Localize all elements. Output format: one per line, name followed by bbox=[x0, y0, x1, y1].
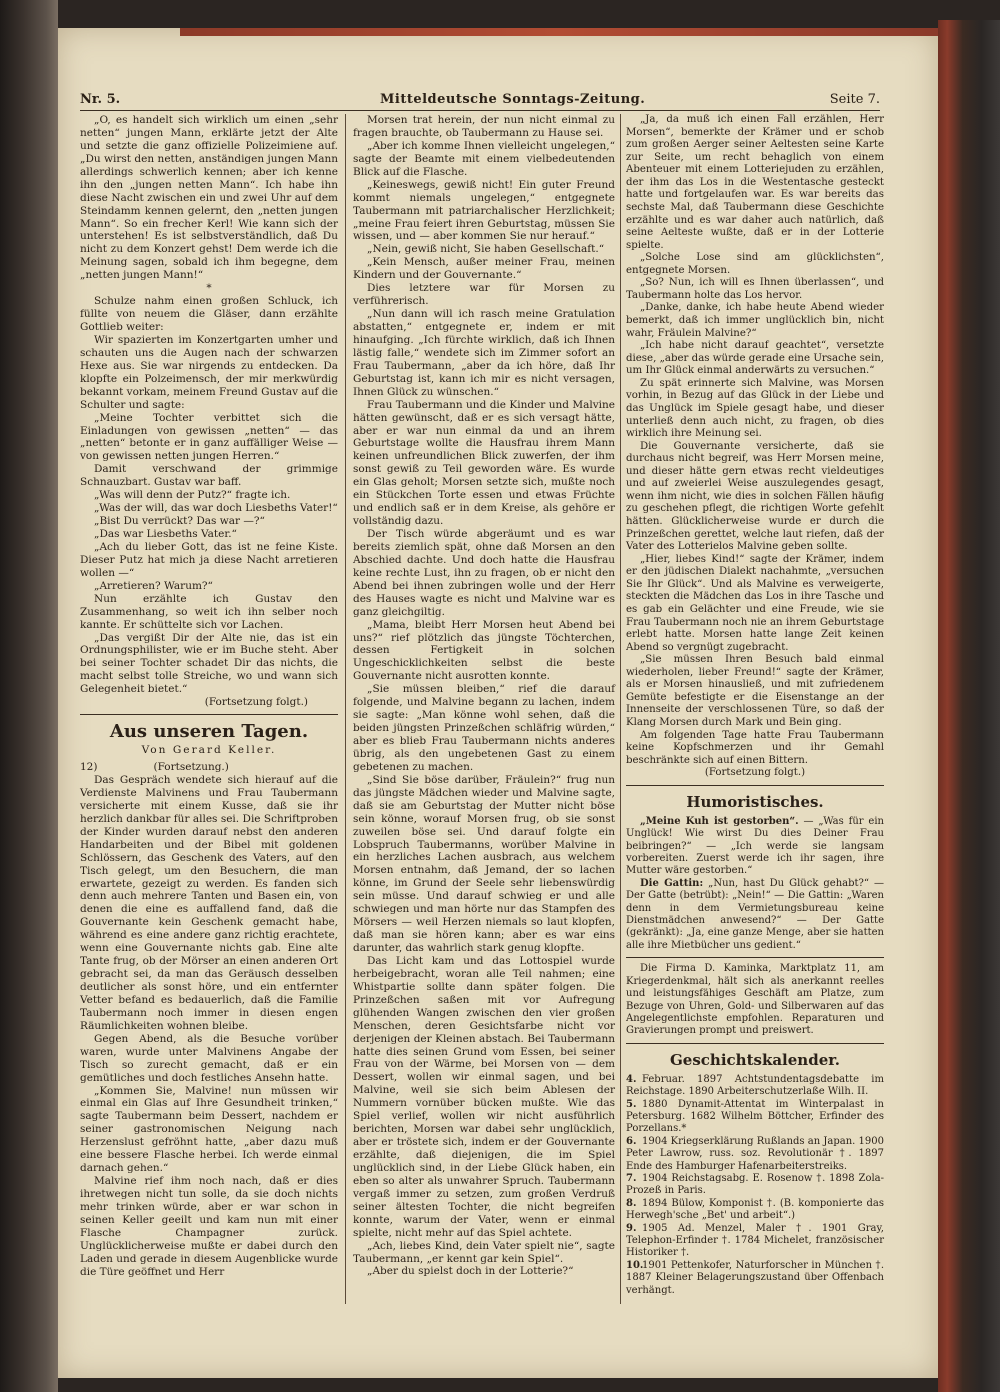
calendar-day: 9. bbox=[626, 1222, 637, 1234]
paragraph: Dies letztere war für Morsen zu verführerisch. bbox=[353, 282, 615, 308]
column-3 bbox=[626, 114, 884, 1297]
paragraph: „Kommen Sie, Malvine! nun müssen wir einmal ein Glas auf Ihre Gesundheit trinken,“ sagte Taubermann beim Dessert, nachdem er seiner gastronomischen Neigung nach Herzenslust gefröhnt hatte, „aber dazu muß eine bessere Flasche herbei. Ich werde einmal darnach gehen.“ bbox=[80, 1084, 338, 1175]
paragraph: „Ja, da muß ich einen Fall erzählen, Herr Morsen“, bemerkte der Krämer und er schob zum großen Aerger seiner Aeltesten seine Karte zur Seite, um recht behaglich von einem Abenteuer mit einem Lotteriejuden zu erzählen, der ihm das Los in die Westentasche gesteckt hatte und fortgelaufen war. Es war bereits das sechste Mal, daß Taubermann diese Geschichte erzählte und es war daher auch natürlich, daß seine Aelteste wußte, daß er in der Lotterie spielte. bbox=[626, 114, 884, 251]
paragraph: „Sie müssen bleiben,“ rief die darauf folgende, und Malvine begann zu lachen, indem sie sagte: „Man könne wohl sehen, daß die beiden jüngsten Prinzeßchen schläfrig würden,“ aber es blieb Frau Taubermann nichts anderes übrig, als den ungebetenen Gast zu einem gebetenen zu machen. bbox=[353, 683, 615, 773]
paragraph: „Ach, liebes Kind, dein Vater spielt nie“, sagte Taubermann, „er kennt gar kein Spiel“. bbox=[353, 1239, 615, 1265]
paragraph: Malvine rief ihm noch nach, daß er dies ihretwegen nicht tun solle, da sie doch nichts mehr trinken würde, aber er war schon in seinen Keller geeilt und kam nun mit einer Flasche Champagner zurück. Unglücklicherweise mußte er dabei durch den Laden und gerade in diesem Augenblicke wurde die Türe geöffnet und Herr bbox=[80, 1175, 338, 1278]
paragraph: „Das vergißt Dir der Alte nie, das ist ein Ordnungsphilister, wie er im Buche steht. Aber bei seiner Tochter schadet Dir das nichts, die macht selbst tolle Streiche, wo und wann sich Gelegenheit bietet.“ bbox=[80, 631, 338, 696]
calendar-day: 6. bbox=[626, 1135, 637, 1147]
joke-2-text: „Nun, hast Du Glück gehabt?“ — Der Gatte (betrübt): „Nein!“ — Die Gattin: „Waren denn in dem Vermietungsbureau keine Dienstmädchen anwesend?“ — Der Gatte (gekränkt): „Ja, eine ganze Menge, aber sie hatten alle ihre Mietbücher uns gedient.“ bbox=[626, 877, 884, 951]
story-title: Aus unseren Tagen. bbox=[109, 721, 309, 743]
paragraph: „Sie müssen Ihren Besuch bald einmal wiederholen, lieber Freund!“ sagte der Krämer, als er Morsen hinausließ, und mit zufriedenem Gemüte befestigte er die Eisenstange an der Innenseite der verschlossenen Türe, so daß der Klang Morsen durch Mark und Bein ging. bbox=[626, 654, 884, 728]
column-1 bbox=[80, 114, 338, 1279]
paragraph: „Solche Lose sind am glücklichsten“, entgegnete Morsen. bbox=[626, 252, 884, 276]
calendar-entry bbox=[626, 1173, 884, 1198]
paragraph: „Nun dann will ich rasch meine Gratulation abstatten,“ entgegnete er, indem er mit hinaufging. „Ich fürchte wirklich, daß ich Ihnen lästig falle,“ wendete sich im Zimmer sofort an Frau Taubermann, „aber da ich höre, daß Ihr Geburtstag ist, kann ich mir es nicht versagen, Ihnen Glück zu wünschen.“ bbox=[353, 308, 615, 398]
paragraph: „Sind Sie böse darüber, Fräulein?“ frug nun das jüngste Mädchen wieder und Malvine sagte, daß sie am Geburtstag der Mutter nicht böse sein könne, worauf Morsen frug, ob sie sonst zuweilen böse sei. Und darauf folgte ein Lobspruch Taubermanns, worüber Malvine in ein herzliches Lachen ausbrach, aus welchem Morsen entnahm, daß Jemand, der so lachen könne, im Grund der Seele sehr liebenswürdig sein müsse. Und darauf schwieg er und alle schwiegen und man hörte nur das Stampfen des Mörsers — weil Herzen niemals so laut klopfen, daß man sie hören kann; aber es war eins darunter, das wahrlich stark genug klopfte. bbox=[353, 773, 615, 954]
continued-note: (Fortsetzung folgt.) bbox=[704, 767, 806, 779]
history-calendar bbox=[626, 1074, 884, 1297]
paragraph: „Das war Liesbeths Vater.“ bbox=[94, 528, 237, 540]
calendar-day: 5. bbox=[626, 1098, 637, 1110]
calendar-title: Geschichtskalender. bbox=[670, 1050, 840, 1069]
calendar-text: Februar. 1897 Achtstundentagsdebatte im Reichstage. 1890 Arbeiterschutzerlaße Wilh. II. bbox=[626, 1073, 884, 1098]
paragraph: „Keineswegs, gewiß nicht! Ein guter Freund kommt niemals ungelegen,“ entgegnete Taubermann mit patriarchalischer Herzlichkeit; „meine Frau feiert ihren Geburtstag, müssen Sie wissen, und — aber kommen Sie nur herauf.“ bbox=[353, 178, 615, 243]
paragraph: Morsen trat herein, der nun nicht einmal zu fragen brauchte, ob Taubermann zu Hause sei. bbox=[353, 114, 615, 139]
paragraph: Am folgenden Tage hatte Frau Taubermann keine Kopfschmerzen und ihr Gemahl beschränkte sich auf einen Bittern. bbox=[626, 729, 884, 766]
calendar-entry bbox=[626, 1198, 884, 1223]
joke-2-headline: Die Gattin: bbox=[640, 877, 704, 889]
paragraph: Der Tisch würde abgeräumt und es war bereits ziemlich spät, ohne daß Morsen an den Abschied dachte. Und doch hatte die Hausfrau keine rechte Lust, ihn zu fragen, ob er nicht den Abend bei ihnen zubringen wolle und der Herr des Hauses wagte es nicht und Malvine war es ganz gleichgiltig. bbox=[353, 528, 615, 618]
paragraph: „Hier, liebes Kind!“ sagte der Krämer, indem er den jüdischen Dialekt nachahmte, „versuchen Sie Ihr Glück“. Und als Malvine es verweigerte, steckten die Mädchen das Los in ihre Tasche und es gab ein Gelächter und eine Freude, wie sie Frau Taubermann noch nie an ihrem Geburtstage erlebt hatte. Morsen hatte lange Zeit keinen Abend so vergnügt zugebracht. bbox=[626, 553, 884, 653]
section-star: * bbox=[206, 282, 212, 295]
calendar-entry bbox=[626, 1223, 884, 1260]
paragraph: „Danke, danke, ich habe heute Abend wieder bemerkt, daß ich immer unglücklich bin, nicht wahr, Fräulein Malvine?“ bbox=[626, 302, 884, 339]
page-number: Seite 7. bbox=[829, 92, 880, 107]
divider bbox=[626, 1043, 884, 1044]
calendar-text: 1904 Kriegserklärung Rußlands an Japan. 1900 Peter Lawrow, russ. soz. Revolutionär †. 1897 Ende des Hamburger Hafenarbeiterstreiks. bbox=[626, 1135, 884, 1172]
calendar-day: 4. bbox=[626, 1073, 637, 1085]
continued-note: (Fortsetzung folgt.) bbox=[204, 696, 308, 709]
calendar-text: 1880 Dynamit-Attentat im Winterpalast in Petersburg. 1682 Wilhelm Böttcher, Erfinder des Porzellans.* bbox=[626, 1098, 884, 1135]
paragraph: „Meine Tochter verbittet sich die Einladungen von gewissen „netten“ — das „netten“ betonte er in ganz auffälliger Weise — von gewissen netten jungen Herren.“ bbox=[80, 411, 338, 463]
calendar-day: 7. bbox=[626, 1172, 637, 1184]
paragraph: „Nein, gewiß nicht, Sie haben Gesellschaft.“ bbox=[367, 243, 605, 256]
divider bbox=[80, 714, 338, 715]
paragraph: Damit verschwand der grimmige Schnauzbart. Gustav war baff. bbox=[80, 463, 338, 489]
paragraph: „Kein Mensch, außer meiner Frau, meinen Kindern und der Gouvernante.“ bbox=[353, 256, 615, 282]
calendar-entry bbox=[626, 1099, 884, 1136]
joke-1 bbox=[626, 816, 884, 878]
book-binding bbox=[0, 0, 58, 1392]
calendar-day: 8. bbox=[626, 1197, 637, 1209]
paragraph: „O, es handelt sich wirklich um einen „sehr netten“ jungen Mann, erklärte jetzt der Alte und setzte die ganz offizielle Polizeimiene auf. „Du wirst den netten, anständigen jungen Mann allerdings schwerlich kennen; aber ich kenne ihn den „jungen netten Mann“. Ich habe ihn diese Nacht zwischen ein und zwei Uhr auf dem Steindamm kennen gelernt, den „netten jungen Mann“. So ein frecher Kerl! Wie kann sich der unterstehen! Es ist selbstverständlich, daß Du nicht zu dem Konzert gehst! Dem werde ich die Meinung sagen, sobald ich ihm begegne, dem „netten jungen Mann!“ bbox=[80, 114, 338, 282]
column-divider bbox=[620, 114, 621, 1304]
paragraph: Die Gouvernante versicherte, daß sie durchaus nicht begreif, was Herr Morsen meine, und dieser hätte gern etwas recht vieldeutiges und auf zweierlei Weise auszulegendes gesagt, wenn ihm nicht, wie dies in solchen Fällen häufig zu geschehen pflegt, die richtigen Worte gefehlt hätten. Glücklicherweise wurde er durch die Prinzeßchen gerettet, welche laut riefen, daß der Vater des Lotterielos Malvine geben sollte. bbox=[626, 440, 884, 553]
paragraph: „Ich habe nicht darauf geachtet“, versetzte diese, „aber das würde gerade eine Ursache sein, um Ihr Glück einmal anderwärts zu versuchen.“ bbox=[626, 340, 884, 377]
calendar-entry bbox=[626, 1136, 884, 1173]
chapter-number: 12) bbox=[80, 761, 98, 774]
chapter-line bbox=[80, 761, 338, 774]
paragraph-group bbox=[353, 114, 615, 1278]
paragraph: Zu spät erinnerte sich Malvine, was Morsen vorhin, in Bezug auf das Glück in der Liebe und das Unglück im Spiele gesagt habe, und dieser unterließ denn auch nicht, zu fragen, ob dies wirklich ihre Meinung sei. bbox=[626, 377, 884, 440]
paragraph: „So? Nun, ich will es Ihnen überlassen“, und Taubermann holte das Los hervor. bbox=[626, 277, 884, 301]
divider bbox=[626, 785, 884, 786]
paragraph: „Bist Du verrückt? Das war —?“ bbox=[94, 515, 265, 528]
paragraph: „Was der will, das war doch Liesbeths Vater!“ bbox=[94, 502, 338, 515]
humor-title: Humoristisches. bbox=[686, 792, 824, 811]
joke-2 bbox=[626, 878, 884, 952]
advertisement: Die Firma D. Kaminka, Marktplatz 11, am Kriegerdenkmal, hält sich als anerkannt reelles und leistungsfähiges Geschäft am Platze, zum Bezuge von Uhren, Gold- und Silberwaren auf das Angelegentlichste empfohlen. Reparaturen und Gravierungen prompt und preiswert. bbox=[626, 963, 884, 1037]
newspaper-title: Mitteldeutsche Sonntags-Zeitung. bbox=[380, 92, 646, 107]
paragraph: Das Gespräch wendete sich hierauf auf die Verdienste Malvinens und Frau Taubermann versicherte mit einem Kusse, daß sie ihr herzlich dankbar für alles sei. Die Schriftproben der Kinder wurden darauf nebst den anderen Handarbeiten und der Bibel mit goldenen Schlössern, das Geschenk des Vaters, auf den Tisch gelegt, um den Besuchern, die man erwartete, gezeigt zu werden. Es fanden sich denn auch mehrere Tanten und Basen ein, von denen die eine es auffallend fand, daß die Gouvernante kein Geschenk gemacht habe, während es eine andere ganz richtig erachtete, wenn eine Gouvernante nichts gab. Eine alte Tante frug, ob der Mörser an einen anderen Ort gebracht sei, da man das Geräusch desselben deutlicher als sonst höre, und ein entfernter Vetter befand es bedauerlich, daß die Familie Taubermann noch immer in diesen engen Räumlichkeiten wohnen bleibe. bbox=[80, 774, 338, 1032]
column-2 bbox=[353, 114, 615, 1278]
top-page-edge bbox=[180, 28, 938, 36]
paragraph: „Arretieren? Warum?“ bbox=[94, 579, 213, 592]
joke-1-headline: „Meine Kuh ist gestorben“. bbox=[640, 815, 799, 827]
paragraph: „Was will denn der Putz?“ fragte ich. bbox=[94, 489, 291, 502]
calendar-day: 10. bbox=[626, 1259, 644, 1271]
calendar-text: 1894 Bülow, Komponist †. (B. komponierte das Herwegh'sche „Bet' und arbeit“.) bbox=[626, 1197, 884, 1222]
paragraph-group bbox=[80, 774, 338, 1279]
page-header bbox=[80, 88, 880, 111]
paragraph: Das Licht kam und das Lottospiel wurde herbeigebracht, woran alle Teil nahmen; eine Whistpartie sollte dann später folgen. Die Prinzeßchen saßen mit vor Aufregung glühenden Wangen zwischen den vier großen Menschen, deren Gesichtsfarbe nicht vor derjenigen der Kleinen abstach. Bei Taubermann hatte dies seinen Grund vom Essen, bei seiner Frau von der Wärme, bei Morsen von — dem Dessert, wollen wir einmal sagen, und bei Malvine, weil sie sich beim Ablesen der Nummern vornüber bücken mußte. Wie das Spiel verlief, wollen wir nicht ausführlich berichten, Morsen war dabei sehr unglücklich, aber er tröstete sich, indem er der Gouvernante erzählte, daß diejenigen, die im Spiel unglücklich sind, in der Liebe Glück haben, ein eben so alter als unwahrer Spruch. Taubermann vergaß immer zu setzen, zum großen Verdruß seiner ältesten Tochter, die nicht begreifen konnte, warum der Vater, wenn er einmal spielte, nicht mehr auf das Spiel achtete. bbox=[353, 954, 615, 1239]
paragraph: „Aber du spielst doch in der Lotterie?“ bbox=[367, 1265, 574, 1278]
page-stack-edge bbox=[938, 20, 1000, 1392]
story-byline: Von Gerard Keller. bbox=[141, 744, 277, 757]
paragraph: Frau Taubermann und die Kinder und Malvine hätten gewünscht, daß er es sich versagt hätte, aber er war nun einmal da und an ihrem Geburtstage wollte die Hausfrau ihrem Mann keinen unfreundlichen Blick zuwerfen, der ihm sonst gewiß zu Teil geworden wäre. Es wurde ein Glas geholt; Morsen setzte sich, mußte noch ein Stückchen Torte essen und etwas Früchte und endlich saß er in dem Kreise, als gehöre er vollständig dazu. bbox=[353, 398, 615, 528]
joke-1-text: — „Was für ein Unglück! Wie wirst Du dies Deiner Frau beibringen?“ — „Ich werde sie langsam vorbereiten. Zuerst werde ich ihr sagen, ihre Mutter wäre gestorben.“ bbox=[626, 815, 884, 877]
paragraph: „Aber ich komme Ihnen vielleicht ungelegen,“ sagte der Beamte mit einem vielbedeutenden Blick auf die Flasche. bbox=[353, 139, 615, 178]
calendar-text: 1901 Pettenkofer, Naturforscher in München †. 1887 Kleiner Belagerungszustand über Offenbach verhängt. bbox=[626, 1259, 884, 1296]
paragraph-group bbox=[626, 114, 884, 767]
continuation-label: (Fortsetzung.) bbox=[153, 761, 229, 774]
calendar-text: 1905 Ad. Menzel, Maler †. 1901 Gray, Telephon-Erfinder †. 1784 Michelet, französischer Historiker †. bbox=[626, 1222, 884, 1259]
calendar-entry bbox=[626, 1074, 884, 1099]
paragraph: „Mama, bleibt Herr Morsen heut Abend bei uns?“ rief plötzlich das jüngste Töchterchen, dessen Fertigkeit in solchen Ungeschicklichkeiten selbst die beste Gouvernante nicht ausrotten konnte. bbox=[353, 618, 615, 683]
divider bbox=[626, 957, 884, 958]
calendar-entry bbox=[626, 1260, 884, 1297]
paragraph: Nun erzählte ich Gustav den Zusammenhang, so weit ich ihn selber noch kannte. Er schüttelte sich vor Lachen. bbox=[80, 592, 338, 631]
issue-number: Nr. 5. bbox=[80, 92, 121, 107]
paragraph: „Ach du lieber Gott, das ist ne feine Kiste. Dieser Putz hat mich ja diese Nacht arretieren wollen —“ bbox=[80, 540, 338, 579]
paragraph-group bbox=[80, 295, 338, 696]
calendar-text: 1904 Reichstagsabg. E. Rosenow †. 1898 Zola-Prozeß in Paris. bbox=[626, 1172, 884, 1197]
paragraph: Schulze nahm einen großen Schluck, ich füllte von neuem die Gläser, dann erzählte Gottlieb weiter: bbox=[80, 295, 338, 333]
column-divider bbox=[345, 114, 346, 1304]
paragraph: Gegen Abend, als die Besuche vorüber waren, wurde unter Malvinens Angabe der Tisch so zurecht gemacht, daß er ein gemütliches und doch festliches Ansehn hatte. bbox=[80, 1032, 338, 1084]
paragraph: Wir spazierten im Konzertgarten umher und schauten uns die Augen nach der schwarzen Hexe aus. Sie war nirgends zu entdecken. Da klopfte ein Polzeimensch, der mir merkwürdig bekannt vorkam, meinem Freund Gustav auf die Schulter und sagte: bbox=[80, 333, 338, 411]
